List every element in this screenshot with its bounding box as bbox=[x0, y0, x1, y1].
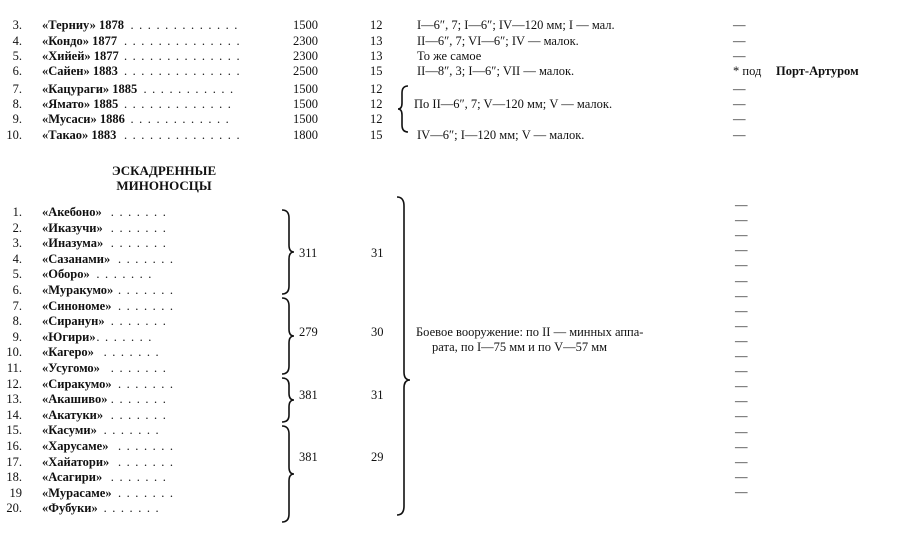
ship-crew: 15 bbox=[370, 128, 383, 142]
destroyer-name: «Харусаме» bbox=[42, 439, 109, 453]
ship-dot-leader: . . . . . . . . . . . . . bbox=[124, 97, 233, 111]
ship-dot-leader: . . . . . . . . . . . . . . bbox=[124, 128, 241, 142]
destroyer-note-dash: — bbox=[735, 455, 748, 469]
destroyer-dot-leader: . . . . . . . bbox=[118, 455, 175, 469]
destroyer-note-dash: — bbox=[735, 243, 748, 257]
destroyer-number: 15. bbox=[6, 423, 22, 437]
ship-note: — bbox=[733, 34, 746, 48]
destroyer-number: 12. bbox=[6, 377, 22, 391]
destroyer-dot-leader: . . . . . . . bbox=[110, 221, 168, 235]
destroyer-dot-leader: . . . . . . . bbox=[96, 330, 153, 344]
group4-displacement: 381 bbox=[299, 450, 318, 464]
ship-crew: 12 bbox=[370, 18, 383, 32]
destroyer-note-dash: — bbox=[735, 228, 748, 242]
destroyer-number: 16. bbox=[6, 439, 22, 453]
ship-crew: 13 bbox=[370, 49, 383, 63]
destroyer-note-dash: — bbox=[735, 274, 748, 288]
destroyer-dot-leader: . . . . . . . bbox=[96, 267, 153, 281]
destroyer-note-dash: — bbox=[735, 379, 748, 393]
destroyer-dot-leader: . . . . . . . bbox=[110, 236, 168, 250]
destroyer-note-dash: — bbox=[735, 258, 748, 272]
destroyer-name: «Касуми» bbox=[42, 423, 97, 437]
ship-displacement: 1500 bbox=[293, 82, 318, 96]
destroyer-number: 7. bbox=[12, 299, 22, 313]
destroyer-number: 10. bbox=[6, 345, 22, 359]
destroyer-number: 19 bbox=[9, 486, 22, 500]
destroyer-name: «Акебоно» bbox=[42, 205, 102, 219]
ship-name: «Терниу» 1878 bbox=[42, 18, 124, 32]
destroyer-name: «Сиракумо» bbox=[42, 377, 112, 391]
ship-armament: II—8″, 3; I—6″; VII — малок. bbox=[417, 64, 575, 78]
ship-name: «Сайен» 1883 bbox=[42, 64, 118, 78]
destroyer-name: «Сиранун» bbox=[42, 314, 105, 328]
group2-crew: 30 bbox=[371, 325, 384, 339]
destroyer-note-dash: — bbox=[735, 198, 748, 212]
ship-crew: 12 bbox=[370, 82, 383, 96]
destroyer-number: 5. bbox=[12, 267, 22, 281]
ship-crew: 13 bbox=[370, 34, 383, 48]
destroyer-dot-leader: . . . . . . . bbox=[110, 470, 168, 484]
destroyer-note-dash: — bbox=[735, 213, 748, 227]
destroyer-name: «Синономе» bbox=[42, 299, 112, 313]
destroyer-brace-12-14 bbox=[280, 377, 294, 423]
group1-displacement: 311 bbox=[299, 246, 318, 260]
ship-displacement: 1500 bbox=[293, 18, 318, 32]
destroyer-number: 4. bbox=[12, 252, 22, 266]
ship-name: «Хийей» 1877 bbox=[42, 49, 119, 63]
destroyer-number: 18. bbox=[6, 470, 22, 484]
destroyer-name: «Югири» bbox=[42, 330, 96, 344]
ship-dot-leader: . . . . . . . . . . . bbox=[143, 82, 235, 96]
destroyer-dot-leader: . . . . . . . bbox=[110, 314, 168, 328]
group1-crew: 31 bbox=[371, 246, 384, 260]
armament-big-brace bbox=[395, 196, 411, 516]
destroyer-number: 17. bbox=[6, 455, 22, 469]
ship-number: 5. bbox=[12, 49, 22, 63]
ship-number: 10. bbox=[6, 128, 22, 142]
ship-number: 4. bbox=[12, 34, 22, 48]
ship-crew: 12 bbox=[370, 97, 383, 111]
destroyer-note-dash: — bbox=[735, 485, 748, 499]
ship-note: — bbox=[733, 112, 746, 126]
destroyer-note-dash: — bbox=[735, 319, 748, 333]
destroyer-name: «Мурасаме» bbox=[42, 486, 112, 500]
destroyer-dot-leader: . . . . . . . bbox=[118, 299, 175, 313]
ship-note: — bbox=[733, 97, 746, 111]
destroyer-note-dash: — bbox=[735, 394, 748, 408]
ship-armament: То же самое bbox=[417, 49, 482, 63]
destroyer-name: «Усугомо» bbox=[42, 361, 100, 375]
destroyer-note-dash: — bbox=[735, 364, 748, 378]
destroyer-name: «Кагеро» bbox=[42, 345, 94, 359]
ship-armament: IV—6″; I—120 мм; V — малок. bbox=[417, 128, 585, 142]
destroyer-number: 8. bbox=[12, 314, 22, 328]
destroyer-armament-line1: Боевое вооружение: по II — минных аппа- bbox=[416, 325, 644, 339]
ship-dot-leader: . . . . . . . . . . . . . bbox=[130, 18, 239, 32]
destroyer-number: 11. bbox=[6, 361, 22, 375]
ship-note: — bbox=[733, 49, 746, 63]
group-armament-7-9: По II—6″, 7; V—120 мм; V — малок. bbox=[414, 97, 613, 111]
ship-dot-leader: . . . . . . . . . . . . . . bbox=[124, 49, 241, 63]
destroyer-name: «Акатуки» bbox=[42, 408, 104, 422]
destroyer-dot-leader: . . . . . . . bbox=[118, 439, 175, 453]
destroyer-name: «Фубуки» bbox=[42, 501, 98, 515]
ship-dot-leader: . . . . . . . . . . . . bbox=[130, 112, 230, 126]
destroyer-dot-leader: . . . . . . . bbox=[118, 486, 175, 500]
destroyer-brace-15-20 bbox=[280, 425, 294, 523]
ship-number: 3. bbox=[12, 18, 22, 32]
destroyer-note-dash: — bbox=[735, 409, 748, 423]
destroyer-note-dash: — bbox=[735, 440, 748, 454]
ship-number: 6. bbox=[12, 64, 22, 78]
destroyer-dot-leader: . . . . . . . bbox=[110, 408, 168, 422]
destroyer-dot-leader: . . . . . . . bbox=[118, 377, 175, 391]
destroyer-dot-leader: . . . . . . . bbox=[103, 423, 160, 437]
destroyer-number: 3. bbox=[12, 236, 22, 250]
ship-note: * под bbox=[733, 64, 762, 78]
ship-displacement: 2300 bbox=[293, 49, 318, 63]
destroyer-name: «Иназума» bbox=[42, 236, 104, 250]
ship-note: — bbox=[733, 128, 746, 142]
destroyer-dot-leader: . . . . . . . bbox=[118, 252, 175, 266]
ship-number: 9. bbox=[12, 112, 22, 126]
ship-dot-leader: . . . . . . . . . . . . . . bbox=[124, 64, 241, 78]
group2-displacement: 279 bbox=[299, 325, 318, 339]
destroyer-name: «Муракумо» bbox=[42, 283, 114, 297]
destroyer-dot-leader: . . . . . . . bbox=[110, 361, 168, 375]
ship-armament: II—6″, 7; VI—6″; IV — малок. bbox=[417, 34, 579, 48]
ship-displacement: 1500 bbox=[293, 112, 318, 126]
ship-place: Порт-Артуром bbox=[776, 64, 859, 78]
destroyer-note-dash: — bbox=[735, 334, 748, 348]
ship-displacement: 1800 bbox=[293, 128, 318, 142]
ship-crew: 12 bbox=[370, 112, 383, 126]
destroyer-note-dash: — bbox=[735, 425, 748, 439]
section-title-line2: МИНОНОСЦЫ bbox=[116, 178, 212, 193]
ship-note: — bbox=[733, 82, 746, 96]
destroyer-number: 1. bbox=[12, 205, 22, 219]
ship-name: «Ямато» 1885 bbox=[42, 97, 119, 111]
destroyer-dot-leader: . . . . . . . bbox=[110, 392, 168, 406]
destroyer-dot-leader: . . . . . . . bbox=[118, 283, 175, 297]
destroyer-name: «Оборо» bbox=[42, 267, 90, 281]
destroyer-dot-leader: . . . . . . . bbox=[103, 345, 160, 359]
destroyer-note-dash: — bbox=[735, 470, 748, 484]
destroyer-note-dash: — bbox=[735, 304, 748, 318]
ship-name: «Кондо» 1877 bbox=[42, 34, 118, 48]
ship-armament: I—6″, 7; I—6″; IV—120 мм; I — мал. bbox=[417, 18, 615, 32]
ship-dot-leader: . . . . . . . . . . . . . . bbox=[124, 34, 241, 48]
ship-crew: 15 bbox=[370, 64, 383, 78]
destroyer-number: 2. bbox=[12, 221, 22, 235]
ship-note: — bbox=[733, 18, 746, 32]
ship-name: «Такао» 1883 bbox=[42, 128, 117, 142]
destroyer-number: 13. bbox=[6, 392, 22, 406]
destroyer-name: «Сазанами» bbox=[42, 252, 111, 266]
destroyer-brace-7-11 bbox=[280, 297, 294, 375]
ship-number: 7. bbox=[12, 82, 22, 96]
destroyer-brace-1-6 bbox=[280, 209, 294, 295]
group3-displacement: 381 bbox=[299, 388, 318, 402]
destroyer-number: 14. bbox=[6, 408, 22, 422]
ship-displacement: 2300 bbox=[293, 34, 318, 48]
section-title-line1: ЭСКАДРЕННЫЕ bbox=[111, 163, 217, 178]
destroyer-name: «Хайатори» bbox=[42, 455, 110, 469]
destroyer-note-dash: — bbox=[735, 349, 748, 363]
destroyer-name: «Иказучи» bbox=[42, 221, 103, 235]
destroyer-number: 6. bbox=[12, 283, 22, 297]
ship-name: «Мусаси» 1886 bbox=[42, 112, 125, 126]
destroyer-note-dash: — bbox=[735, 289, 748, 303]
destroyer-number: 20. bbox=[6, 501, 22, 515]
group3-crew: 31 bbox=[371, 388, 384, 402]
destroyer-armament-line2: рата, по I—75 мм и по V—57 мм bbox=[432, 340, 608, 354]
ship-name: «Кацураги» 1885 bbox=[42, 82, 138, 96]
ship-displacement: 2500 bbox=[293, 64, 318, 78]
ship-displacement: 1500 bbox=[293, 97, 318, 111]
destroyer-number: 9. bbox=[12, 330, 22, 344]
ship-number: 8. bbox=[12, 97, 22, 111]
destroyer-dot-leader: . . . . . . . bbox=[110, 205, 168, 219]
destroyer-name: «Асагири» bbox=[42, 470, 103, 484]
group-brace-7-9 bbox=[398, 85, 410, 133]
group4-crew: 29 bbox=[371, 450, 384, 464]
destroyer-name: «Акашиво» bbox=[42, 392, 108, 406]
destroyer-dot-leader: . . . . . . . bbox=[103, 501, 160, 515]
